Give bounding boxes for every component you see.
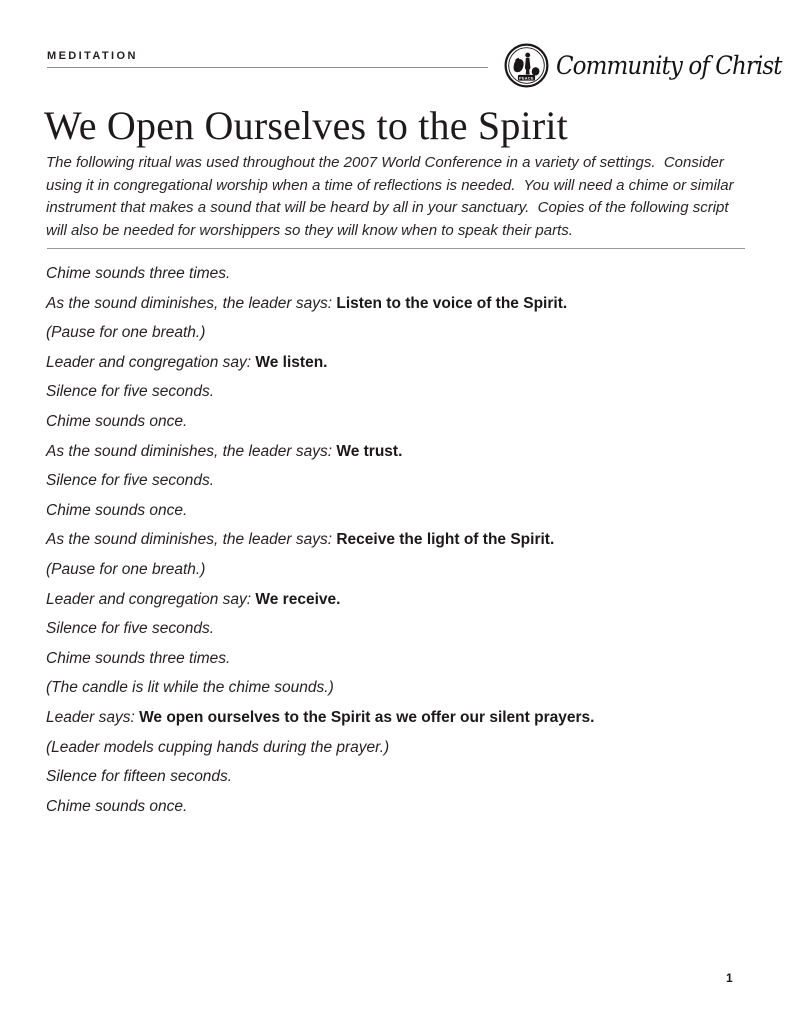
page-number: 1 (726, 971, 733, 985)
stage-direction-text: Chime sounds once. (46, 501, 188, 519)
peace-seal-icon (504, 43, 549, 88)
script-line (46, 325, 761, 341)
stage-direction-text: (The candle is lit while the chime sounds.) (46, 679, 334, 697)
script-line (46, 503, 761, 519)
logo (504, 43, 791, 88)
stage-direction-text: (Pause for one breath.) (46, 560, 206, 578)
spoken-response-text: We receive. (255, 590, 341, 608)
stage-direction-text: Chime sounds three times. (46, 265, 231, 282)
stage-direction-text: Leader and congregation say: (46, 353, 256, 371)
ritual-script (46, 266, 761, 828)
script-line (46, 740, 761, 756)
spoken-response-text: We trust. (336, 442, 403, 460)
stage-direction-text: Silence for five seconds. (46, 620, 215, 638)
script-line (46, 473, 761, 489)
stage-direction-text: (Pause for one breath.) (46, 324, 206, 342)
script-line (46, 710, 761, 726)
spoken-response-text: We open ourselves to the Spirit as we offer our silent prayers. (139, 708, 595, 726)
script-line (46, 621, 761, 637)
stage-direction-text: Chime sounds once. (46, 797, 188, 815)
logo-wordmark: Community of Christ (556, 51, 782, 80)
script-line (46, 769, 761, 785)
script-line (46, 799, 761, 815)
stage-direction-text: Chime sounds three times. (46, 649, 231, 667)
script-line (46, 266, 761, 282)
stage-direction-text: (Leader models cupping hands during the prayer.) (46, 738, 390, 756)
script-line (46, 384, 761, 400)
script-line (46, 680, 761, 696)
intro-paragraph: The following ritual was used throughout the 2007 World Conference in a variety of settings. Consider using it in congregational worship when a time of reflections is needed. You will need a chime or similar instrument that makes a sound that will be heard by all in your sanctuary. Copies of the following script will also be needed for worshippers so they will know when to speak their parts. (46, 154, 738, 239)
header-rule (47, 67, 488, 68)
stage-direction-text: As the sound diminishes, the leader says: (46, 294, 337, 312)
spoken-response-text: We listen. (255, 353, 328, 371)
script-line (46, 444, 761, 460)
stage-direction-text: Leader says: (46, 708, 140, 726)
stage-direction-text: Leader and congregation say: (46, 590, 256, 608)
script-line (46, 296, 761, 312)
section-divider (47, 248, 745, 249)
section-label: MEDITATION (47, 50, 138, 62)
spoken-response-text: Listen to the voice of the Spirit. (336, 294, 568, 312)
script-line (46, 592, 761, 608)
stage-direction-text: Chime sounds once. (46, 412, 188, 430)
script-line (46, 651, 761, 667)
seal-banner-text: PEACE (519, 76, 534, 81)
stage-direction-text: Silence for five seconds. (46, 472, 215, 490)
stage-direction-text: Silence for fifteen seconds. (46, 768, 233, 786)
spoken-response-text: Receive the light of the Spirit. (336, 531, 555, 549)
stage-direction-text: Silence for five seconds. (46, 383, 215, 401)
stage-direction-text: As the sound diminishes, the leader says: (46, 442, 337, 460)
script-line (46, 355, 761, 371)
script-line (46, 414, 761, 430)
page-title: We Open Ourselves to the Spirit (44, 103, 568, 148)
script-line (46, 532, 761, 548)
script-line (46, 562, 761, 578)
stage-direction-text: As the sound diminishes, the leader says: (46, 531, 337, 549)
